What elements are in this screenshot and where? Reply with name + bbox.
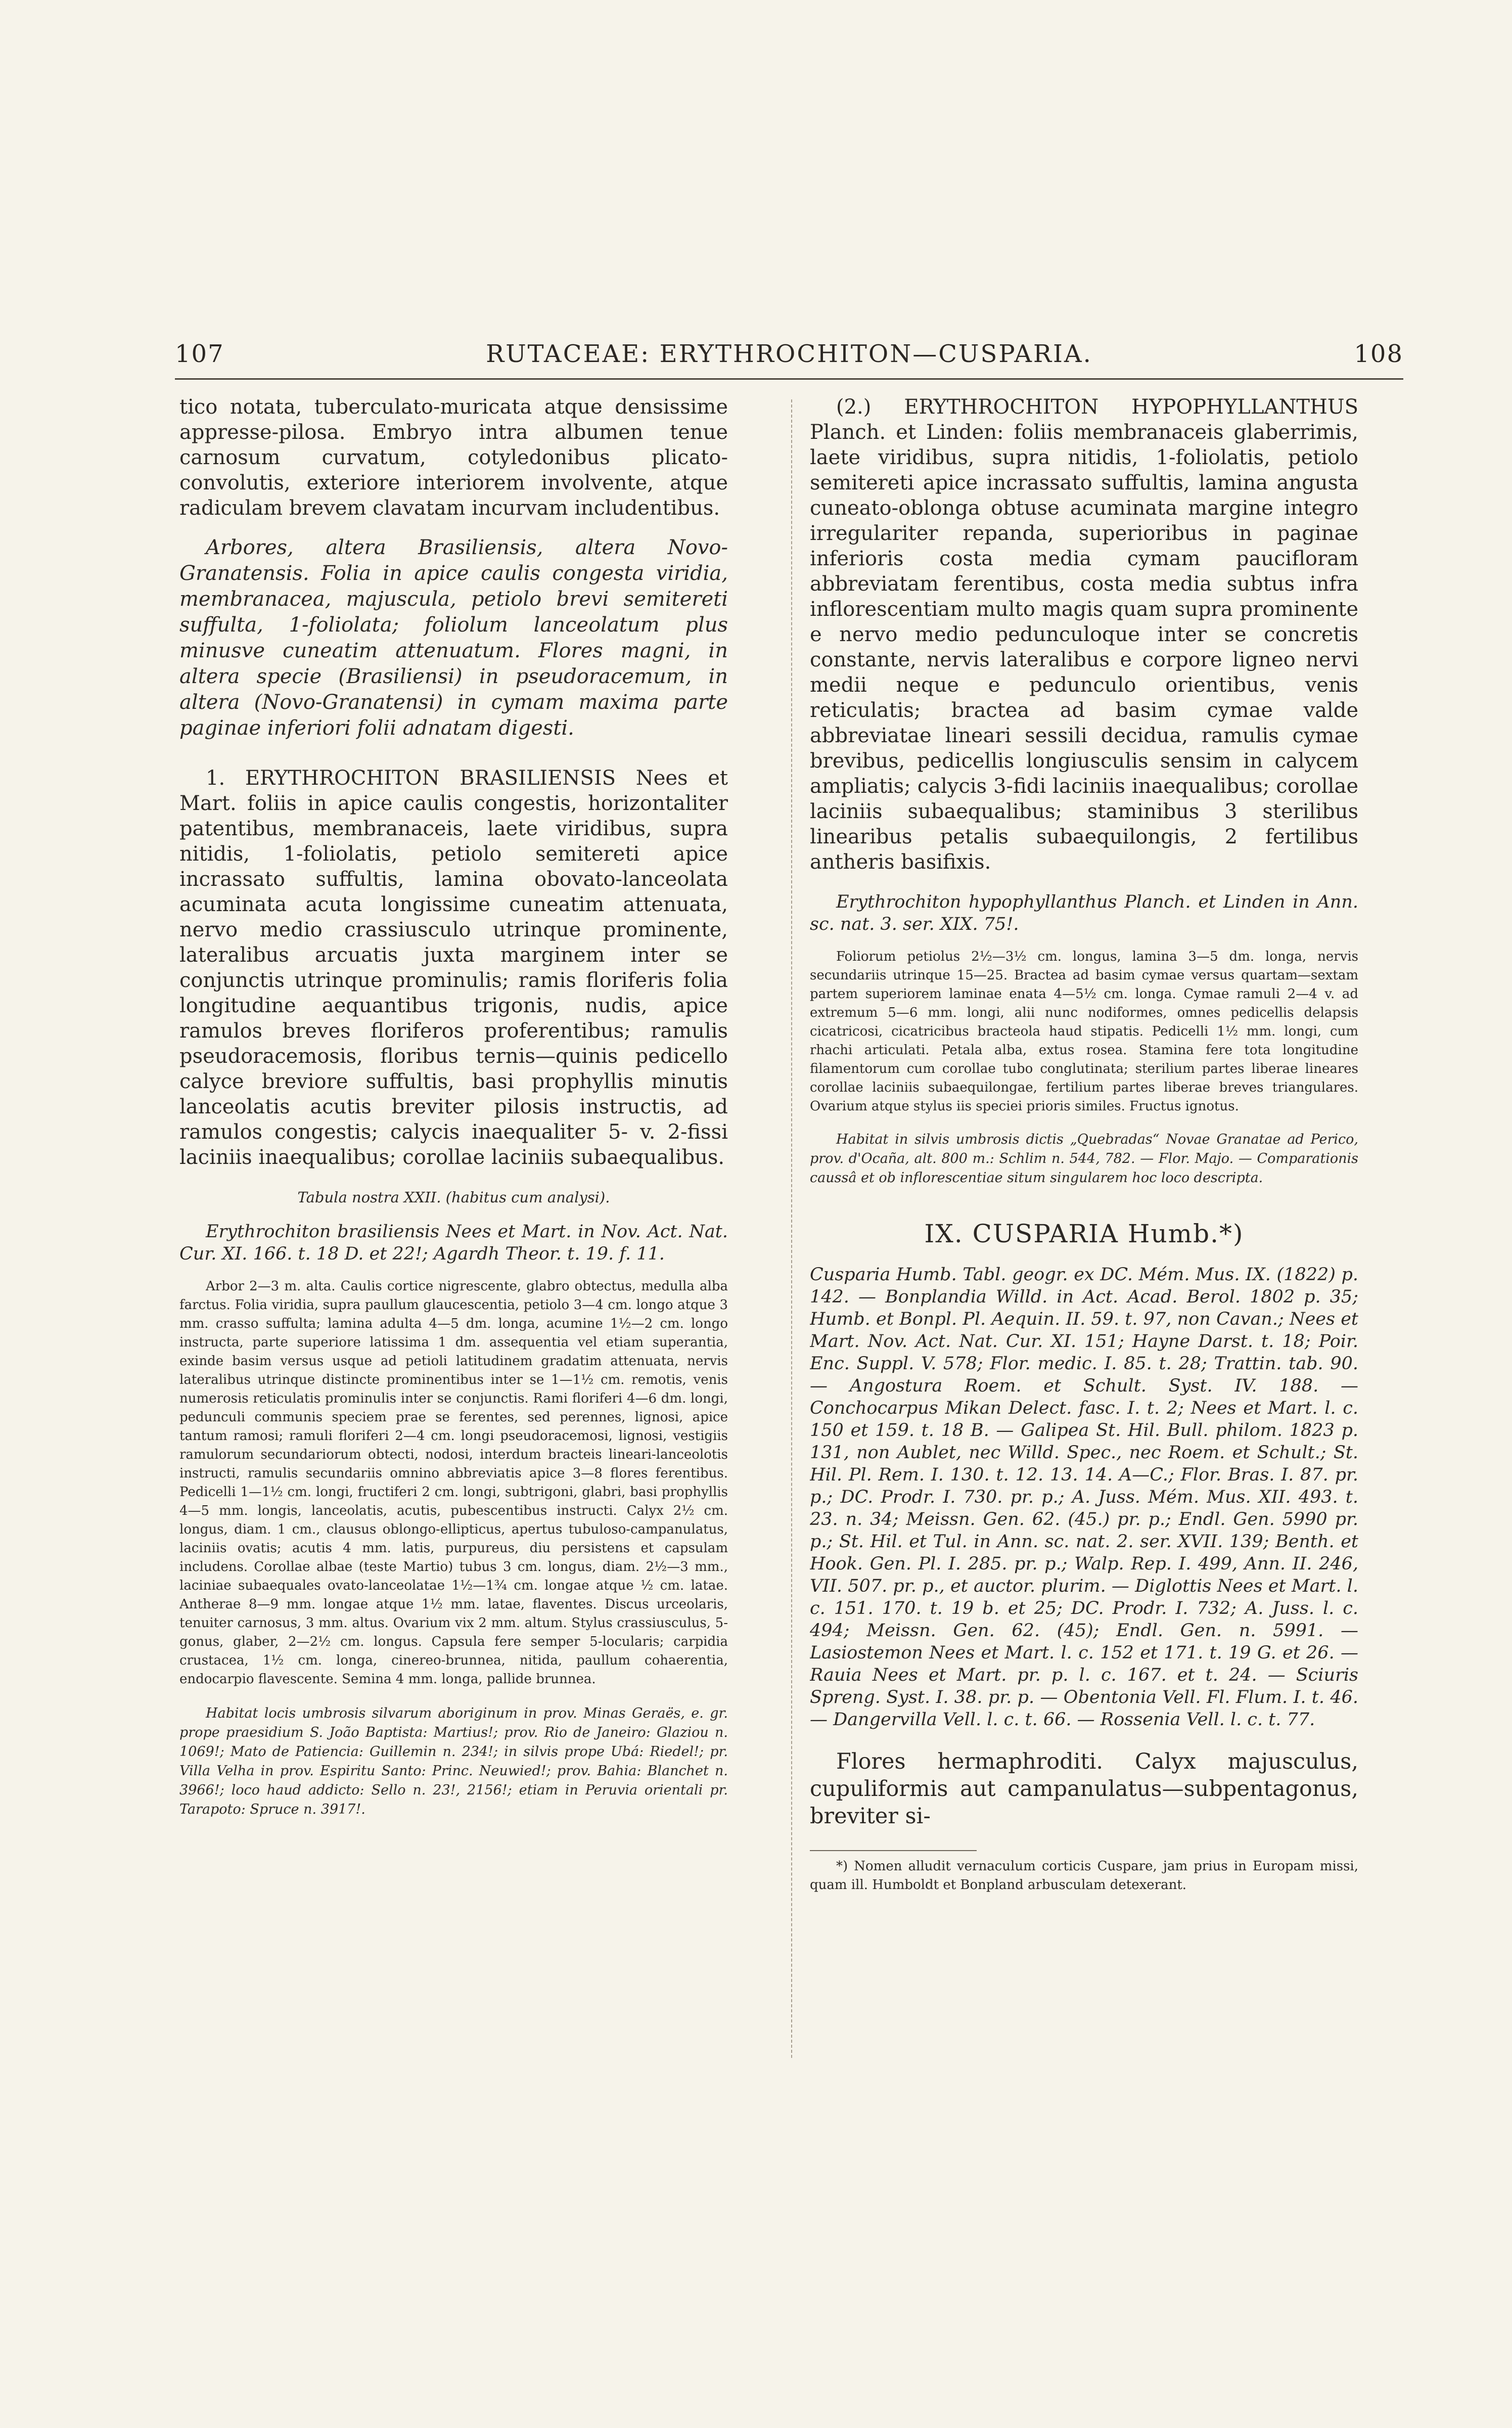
header-rule — [175, 378, 1403, 380]
species-2-synonymy: Erythrochiton hypophyllanthus Planch. et Linden in Ann. sc. nat. 3. ser. XIX. 75!. — [810, 892, 1358, 934]
column-divider — [791, 399, 792, 2058]
genus-habit-paragraph: Arbores, altera Brasiliensis, altera Novo-Granatensis. Folia in apice caulis congesta viridia, membranacea, majuscula, petiolo brevi semitereti suffulta, 1-foliolata; foliolum lanceolatum plus minusve cuneatim attenuatum. Flores magni, in altera specie (Brasiliensi) in pseudoracemum, in altera (Novo-Granatensi) in cymam maxima parte paginae inferiori folii adnatam digesti. — [179, 536, 728, 740]
running-title: RUTACEAE: ERYTHROCHITON—CUSPARIA. — [486, 340, 1092, 368]
running-header — [175, 340, 1403, 375]
species-2-habitat: Habitat in silvis umbrosis dictis „Quebradas“ Novae Granatae ad Perico, prov. d'Ocaña, alt. 800 m.: Schlim n. 544, 782. — Flor. Majo. — Comparationis caussâ et ob inflorescentiae situm singularem hoc loco descripta. — [810, 1132, 1358, 1186]
section-heading-cusparia: IX. CUSPARIA Humb.*) — [924, 1219, 1244, 1248]
species-2-description: Foliorum petiolus 2½—3½ cm. longus, lamina 3—5 dm. longa, nervis secundariis utrinque 15—25. Bractea ad basim cymae versus quartam—sextam partem superiorem laminae enata 4—5½ cm. longa. Cymae ramuli 2—4 v. ad extremum 5—6 mm. longi, alii nunc nodiformes, omnes pedicellis delapsis cicatricosi, cicatricibus bracteola haud stipatis. Pedicelli 1½ mm. longi, cum rhachi articulati. Petala alba, extus rosea. Stamina fere tota longitudine filamentorum cum corollae tubo conglutinata; sterilium partes liberae lineares corollae laciniis subaequilongae, fertilium partes liberae breves triangulares. Ovarium atque stylus iis speciei prioris similes. Fructus ignotus. — [810, 949, 1358, 1114]
species-1-diagnosis: 1. ERYTHROCHITON BRASILIENSIS Nees et Mart. foliis in apice caulis congestis, horizontaliter patentibus, membranaceis, laete viridibus, supra nitidis, 1-foliolatis, petiolo semitereti apice incrassato suffultis, lamina obovato-lanceolata acuminata acuta longissime cuneatim attenuata, nervo medio crassiusculo utrinque prominente, lateralibus arcuatis juxta marginem inter se conjunctis utrinque prominulis; ramis floriferis folia longitudine aequantibus trigonis, nudis, apice ramulos breves floriferos proferentibus; ramulis pseudoracemosis, floribus ternis—quinis pedicello calyce breviore suffultis, basi prophyllis minutis lanceolatis acutis breviter pilosis instructis, ad ramulos congestis; calycis inaequaliter 5- v. 2-fissi laciniis inaequalibus; corollae laciniis subaequalibus. — [179, 767, 728, 1169]
species-1-habitat: Habitat locis umbrosis silvarum aboriginum in prov. Minas Geraës, e. gr. prope praesidium S. João Baptista: Martius!; prov. Rio de Janeiro: Glaziou n. 1069!; Mato de Patiencia: Guillemin n. 234!; in silvis prope Ubá: Riedel!; pr. Villa Velha in prov. Espiritu Santo: Princ. Neuwied!; prov. Bahia: Blanchet n. 3966!; loco haud addicto: Sello n. 23!, 2156!; etiam in Peruvia orientali pr. Tarapoto: Spruce n. 3917!. — [179, 1705, 728, 1817]
species-1-description: Arbor 2—3 m. alta. Caulis cortice nigrescente, glabro obtectus, medulla alba farctus. Folia viridia, supra paullum glaucescentia, petiolo 3—4 cm. longo atque 3 mm. crasso suffulta; lamina adulta 4—5 dm. longa, acumine 1½—2 cm. longo instructa, parte superiore latissima 1 dm. assequentia vel etiam superantia, exinde basim versus usque ad petioli latitudinem gradatim attenuata, nervis lateralibus utrinque distincte prominentibus inter se 1—1½ cm. remotis, venis numerosis reticulatis prominulis inter se conjunctis. Rami floriferi 4—6 dm. longi, pedunculi communis speciem prae se ferentes, sed perennes, lignosi, apice tantum ramosi; ramuli floriferi 2—4 cm. longi pseudoracemosi, lignosi, vestigiis ramulorum secundariorum obtecti, nodosi, interdum bracteis lineari-lanceolotis instructi, ramulis secundariis omnino abbreviatis apice 3—8 flores ferentibus. Pedicelli 1—1½ cm. longi, fructiferi 2 cm. longi, subtrigoni, glabri, basi prophyllis 4—5 mm. longis, lanceolatis, acutis, pubescentibus instructi. Calyx 2½ cm. longus, diam. 1 cm., clausus oblongo-ellipticus, apertus tubuloso-campanulatus, laciniis ovatis; acutis 4 mm. latis, purpureus, diu persistens et capsulam includens. Corollae albae (teste Martio) tubus 3 cm. longus, diam. 2½—3 mm., laciniae subaequales ovato-lanceolatae 1½—1¾ cm. longae atque ½ cm. latae. Antherae 8—9 mm. longae atque 1½ mm. latae, flaventes. Discus urceolaris, tenuiter carnosus, 3 mm. altus. Ovarium vix 2 mm. altum. Stylus crassiusculus, 5-gonus, glaber, 2—2½ cm. longus. Capsula fere semper 5-locularis; carpidia crustacea, 1½ cm. longa, cinereo-brunnea, nitida, paullum cohaerentia, endocarpio flavescente. Semina 4 mm. longa, pallide brunnea. — [179, 1279, 728, 1687]
left-column — [179, 394, 728, 2063]
footnote: *) Nomen alludit vernaculum corticis Cuspare, jam prius in Europam missi, quam ill. Humboldt et Bonpland arbusculam detexerant. — [810, 1859, 1358, 1893]
cusparia-description: Flores hermaphroditi. Calyx majusculus, cupuliformis aut campanulatus—subpentagonus, breviter si- — [810, 1749, 1358, 1829]
page-number-right: 108 — [1354, 340, 1403, 368]
plate-reference: Tabula nostra XXII. (habitus cum analysi). — [297, 1189, 610, 1206]
species-1-synonymy: Erythrochiton brasiliensis Nees et Mart. in Nov. Act. Nat. Cur. XI. 166. t. 18 D. et 22!; Agardh Theor. t. 19. f. 11. — [179, 1222, 728, 1264]
right-column — [810, 394, 1358, 2063]
genus-description-end: tico notata, tuberculato-muricata atque densissime appresse-pilosa. Embryo intra albumen tenue carnosum curvatum, cotyledonibus plicato-convolutis, exteriore interiorem involvente, atque radiculam brevem clavatam incurvam includentibus. — [179, 395, 728, 520]
cusparia-synonymy: Cusparia Humb. Tabl. geogr. ex DC. Mém. Mus. IX. (1822) p. 142. — Bonplandia Willd. in Act. Acad. Berol. 1802 p. 35; Humb. et Bonpl. Pl. Aequin. II. 59. t. 97, non Cavan.; Nees et Mart. Nov. Act. Nat. Cur. XI. 151; Hayne Darst. t. 18; Poir. Enc. Suppl. V. 578; Flor. medic. I. 85. t. 28; Trattin. tab. 90. — Angostura Roem. et Schult. Syst. IV. 188. — Conchocarpus Mikan Delect. fasc. I. t. 2; Nees et Mart. l. c. 150 et 159. t. 18 B. — Galipea St. Hil. Bull. philom. 1823 p. 131, non Aublet, nec Willd. Spec., nec Roem. et Schult.; St. Hil. Pl. Rem. I. 130. t. 12. 13. 14. A—C.; Flor. Bras. I. 87. pr. p.; DC. Prodr. I. 730. pr. p.; A. Juss. Mém. Mus. XII. 493. t. 23. n. 34; Meissn. Gen. 62. (45.) pr. p.; Endl. Gen. 5990 pr. p.; St. Hil. et Tul. in Ann. sc. nat. 2. ser. XVII. 139; Benth. et Hook. Gen. Pl. I. 285. pr. p.; Walp. Rep. I. 499, Ann. II. 246, VII. 507. pr. p., et auctor. plurim. — Diglottis Nees et Mart. l. c. 151. 170. t. 19 b. et 25; DC. Prodr. I. 732; A. Juss. l. c. 494; Meissn. Gen. 62. (45); Endl. Gen. n. 5991. — Lasiostemon Nees et Mart. l. c. 152 et 171. t. 19 G. et 26. — Rauia Nees et Mart. pr. p. l. c. 167. et t. 24. — Sciuris Spreng. Syst. I. 38. pr. p. — Obentonia Vell. Fl. Flum. I. t. 46. — Dangervilla Vell. l. c. t. 66. — Rossenia Vell. l. c. t. 77. — [810, 1265, 1358, 1730]
page-number-left: 107 — [175, 340, 224, 368]
footnote-rule — [810, 1850, 977, 1851]
species-2-diagnosis: (2.) ERYTHROCHITON HYPOPHYLLANTHUS Planch. et Linden: foliis membranaceis glaberrimis, laete viridibus, supra nitidis, 1-foliolatis, petiolo semitereti apice incrassato suffultis, lamina angusta cuneato-oblonga obtuse acuminata margine integro irregulariter repanda, superioribus in paginae inferioris costa media cymam paucifloram abbreviatam ferentibus, costa media subtus infra inflorescentiam multo magis quam supra prominente e nervo medio pedunculoque inter se concretis constante, nervis lateralibus e corpore ligneo nervi medii neque e pedunculo orientibus, venis reticulatis; bractea ad basim cymae valde abbreviatae lineari sessili decidua, ramulis cymae brevibus, pedicellis longiusculis sensim in calycem ampliatis; calycis 3-fidi laciniis inaequalibus; corollae laciniis subaequalibus; staminibus 3 sterilibus linearibus petalis subaequilongis, 2 fertilibus antheris basifixis. — [810, 395, 1358, 874]
